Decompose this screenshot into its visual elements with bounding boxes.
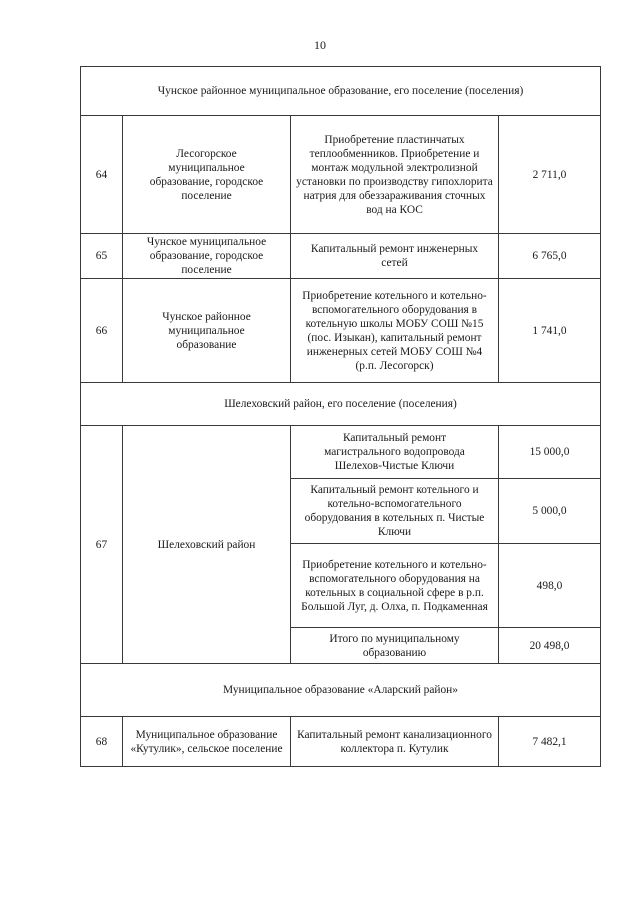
section-title: Муниципальное образование «Аларский район» xyxy=(81,664,601,717)
amount-cell: 498,0 xyxy=(499,544,601,628)
amount-cell: 20 498,0 xyxy=(499,628,601,664)
municipality-cell: Шелеховский район xyxy=(123,426,291,664)
table-row xyxy=(81,279,601,383)
description-cell: Приобретение пластинчатых теплообменников. Приобретение и монтаж модульной электролизной установки по производству гипохлорита натрия для обеззараживания сточных вод на КОС xyxy=(291,116,499,234)
description-cell: Капитальный ремонт котельного и котельно-вспомогательного оборудования в котельных п. Чистые Ключи xyxy=(291,479,499,544)
amount-cell: 7 482,1 xyxy=(499,717,601,767)
amount-cell: 6 765,0 xyxy=(499,234,601,279)
description-cell: Капитальный ремонт канализационного коллектора п. Кутулик xyxy=(291,717,499,767)
amount-cell: 15 000,0 xyxy=(499,426,601,479)
row-number: 66 xyxy=(81,279,123,383)
section-title: Чунское районное муниципальное образование, его поселение (поселения) xyxy=(81,67,601,116)
section-header-row xyxy=(81,383,601,426)
municipality-cell: Муниципальное образование «Кутулик», сельское поселение xyxy=(123,717,291,767)
municipality-cell: Чунское районное муниципальное образование xyxy=(123,279,291,383)
page-number: 10 xyxy=(314,38,326,52)
amount-cell: 5 000,0 xyxy=(499,479,601,544)
row-number: 64 xyxy=(81,116,123,234)
table-row xyxy=(81,426,601,479)
funding-table xyxy=(80,66,601,767)
row-number: 67 xyxy=(81,426,123,664)
amount-cell: 2 711,0 xyxy=(499,116,601,234)
row-number: 68 xyxy=(81,717,123,767)
municipality-cell: Лесогорское муниципальное образование, городское поселение xyxy=(123,116,291,234)
table-row xyxy=(81,717,601,767)
table-row xyxy=(81,234,601,279)
section-title: Шелеховский район, его поселение (поселения) xyxy=(81,383,601,426)
amount-cell: 1 741,0 xyxy=(499,279,601,383)
table-row xyxy=(81,116,601,234)
description-cell: Капитальный ремонт магистрального водопровода Шелехов-Чистые Ключи xyxy=(291,426,499,479)
description-cell: Итого по муниципальному образованию xyxy=(291,628,499,664)
section-header-row xyxy=(81,664,601,717)
description-cell: Капитальный ремонт инженерных сетей xyxy=(291,234,499,279)
municipality-cell: Чунское муниципальное образование, городское поселение xyxy=(123,234,291,279)
row-number: 65 xyxy=(81,234,123,279)
section-header-row xyxy=(81,67,601,116)
description-cell: Приобретение котельного и котельно-вспомогательного оборудования в котельную школы МОБУ СОШ №15 (пос. Изыкан), капитальный ремонт инженерных сетей МОБУ СОШ №4 (р.п. Лесогорск) xyxy=(291,279,499,383)
description-cell: Приобретение котельного и котельно-вспомогательного оборудования на котельных в социальной сфере в р.п. Большой Луг, д. Олха, п. Подкаменная xyxy=(291,544,499,628)
